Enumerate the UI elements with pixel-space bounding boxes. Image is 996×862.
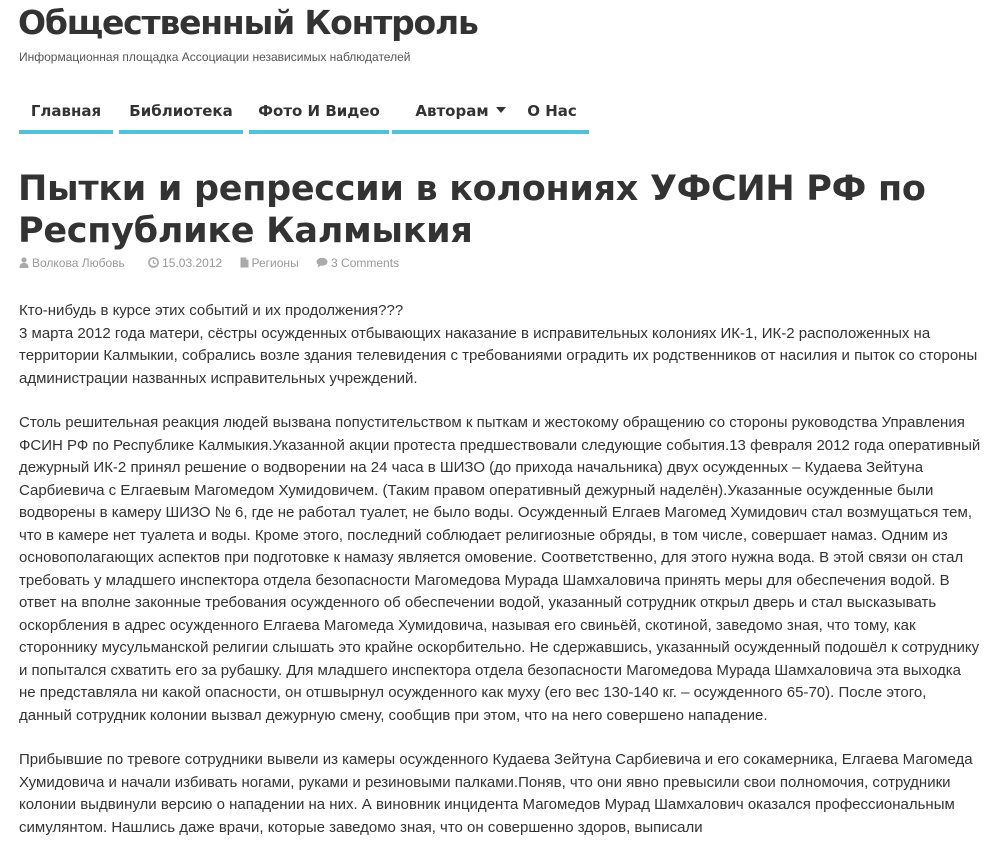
nav-item-library[interactable]	[119, 96, 243, 134]
document-icon	[240, 255, 249, 273]
nav-item-about[interactable]	[515, 96, 589, 134]
nav-item-home[interactable]	[19, 96, 113, 134]
nav-item-photo-video[interactable]	[249, 96, 389, 134]
site-title[interactable]: Общественный Контроль	[18, 3, 478, 42]
post-category[interactable]: Регионы	[240, 256, 303, 270]
chevron-down-icon	[496, 107, 506, 113]
nav-item-label: Фото И Видео	[258, 102, 380, 120]
post-paragraph	[19, 300, 981, 390]
post-paragraph: Столь решительная реакция людей вызвана попустительством к пыткам и жестокому обращению со стороны руководства Управления ФСИН РФ по Республике Калмыкия.Указанной акции протеста предшествовали следующие события.13 февраля 2012 года оперативный дежурный ИК-2 принял решение о водворении на 24 часа в ШИЗО (до прихода начальника) двух осужденных – Кудаева Зейтуна Сарбиевича с Елгаевым Магомедом Хумидовичем. (Таким правом оперативный дежурный наделён).Указанные осужденные были водворены в камеру ШИЗО № 6, где не работал туалет, не было воды. Осужденный Елгаев Магомед Хумидович стал возмущаться тем, что в камере нет туалета и воды. Кроме этого, последний соблюдает религиозные обряды, в том числе, совершает намаз. Одним из основополагающих аспектов при подготовке к намазу является омовение. Соответственно, для этого нужна вода. В этой связи он стал требовать у младшего инспектора отдела безопасности Магомедова Мурада Шамхаловича принять меры для обеспечения водой. В ответ на вполне законные требования осужденного об обеспечении водой, указанный сотрудник открыл дверь и стал высказывать оскорбления в адрес осужденного Елгаева Магомеда Хумидовича, называя его свиньёй, скотиной, заведомо зная, что тому, как стороннику мусульманской религии слышать это крайне оскорбительно. Не сдержавшись, указанный осужденный подошёл к сотруднику и попытался схватить его за рубашку. Для младшего инспектора отдела безопасности Магомедова Мурада Шамхаловича эта выходка не представляла ни какой опасности, он отшвырнул осужденного как муху (его вес 130-140 кг. – осужденного 65-70). После этого, данный сотрудник колонии вызвал дежурную смену, сообщив при этом, что на него совершено нападение.	[19, 414, 981, 724]
nav-item-label: Библиотека	[129, 102, 233, 120]
user-icon	[19, 255, 29, 273]
clock-icon	[148, 255, 159, 273]
post-comments-link[interactable]: 3 Comments	[316, 256, 399, 270]
site-description: Информационная площадка Ассоциации независимых наблюдателей	[19, 50, 411, 64]
post-paragraph: Прибывшие по тревоге сотрудники вывели из камеры осужденного Кудаева Зейтуна Сарбиевича и его сокамерника, Елгаева Магомеда Хумидовича и начали избивать ногами, руками и резиновыми палками.Поняв, что они явно превысили свои полномочия, сотрудники колонии выдвинули версию о нападении на них. А виновник инцидента Магомедов Мурад Шамхалович оказался профессиональным симулянтом. Нашлись даже врачи, которые заведомо зная, что он совершенно здоров, выписали	[19, 751, 973, 836]
post-content	[19, 300, 981, 861]
nav-item-authors[interactable]	[392, 96, 529, 134]
post-date: 15.03.2012	[148, 256, 225, 270]
post-author[interactable]: Волкова Любовь	[19, 256, 128, 270]
nav-item-label: Главная	[30, 102, 102, 120]
post-paragraph-line: Кто-нибудь в курсе этих событий и их продолжения???	[19, 302, 404, 319]
nav-item-label: О Нас	[527, 102, 577, 120]
nav-item-label: Авторам	[415, 102, 489, 120]
post-meta	[19, 254, 399, 272]
comment-icon	[316, 255, 328, 273]
post-paragraph-line: 3 марта 2012 года матери, сёстры осужденных отбывающих наказание в исправительных колониях ИК-1, ИК-2 расположенных на территории Калмыкии, собрались возле здания телевидения с требованиями оградить их родственников от насилия и пыток со стороны администрации названных исправительных учреждений.	[19, 324, 978, 387]
post-title: Пытки и репрессии в колониях УФСИН РФ по Республике Калмыкия	[18, 169, 926, 251]
